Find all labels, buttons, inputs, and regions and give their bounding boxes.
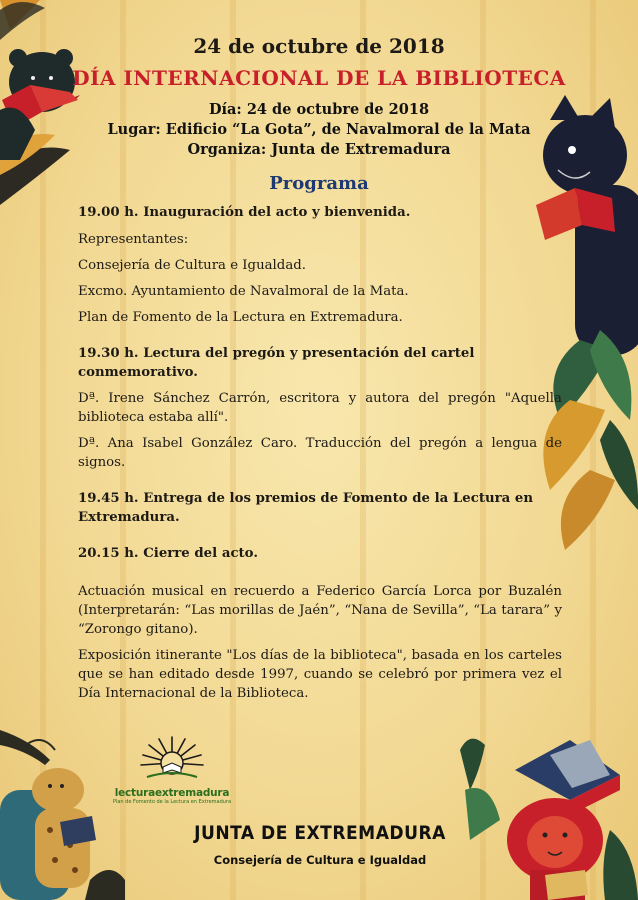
logo-subtitle: Plan de Fomento de la Lectura en Extremadura (112, 799, 232, 805)
lion-icon (460, 730, 638, 900)
programa-content (78, 203, 562, 703)
info-organiza: Organiza: Junta de Extremadura (187, 141, 451, 158)
programa-item-text: Dª. Ana Isabel González Caro. Traducción del pregón a lengua de signos. (78, 436, 562, 470)
junta-extremadura-logo: JUNTA DE EXTREMADURA (194, 822, 446, 844)
consejeria-label: Consejería de Cultura e Igualdad (213, 853, 427, 867)
programa-item-heading: 19.45 h. Entrega de los premios de Fomento de la Lectura en Extremadura. (78, 491, 534, 525)
event-info (0, 100, 638, 160)
representantes-label: Representantes: (78, 232, 189, 247)
sun-logo-icon (137, 733, 207, 783)
representante-item: Consejería de Cultura e Igualdad. (78, 258, 306, 273)
representante-item: Plan de Fomento de la Lectura en Extremadura. (78, 310, 403, 325)
actuacion-text: Actuación musical en recuerdo a Federico García Lorca por Buzalén (Interpretarán: “Las morillas de Jaén”, “Nana de Sevilla”, “La tarara” y “Zorongo gitano). (78, 584, 562, 637)
programa-item-heading: 20.15 h. Cierre del acto. (78, 546, 258, 561)
representante-item: Excmo. Ayuntamiento de Navalmoral de la Mata. (78, 284, 409, 299)
programa-item-text: Dª. Irene Sánchez Carrón, escritora y autora del pregón "Aquella biblioteca estaba allí". (78, 391, 562, 425)
programa-title: Programa (269, 173, 369, 194)
info-dia: Día: 24 de octubre de 2018 (208, 101, 430, 118)
event-main-title: DÍA INTERNACIONAL DE LA BIBLIOTECA (72, 66, 566, 90)
programa-item-heading: 19.30 h. Lectura del pregón y presentación del cartel conmemorativo. (78, 346, 475, 380)
exposicion-text: Exposición itinerante "Los días de la biblioteca", basada en los carteles que se han editado desde 1997, cuando se celebró por primera vez el Día Internacional de la Biblioteca. (78, 648, 562, 701)
lecturaextremadura-logo (112, 733, 232, 805)
event-date-title: 24 de octubre de 2018 (193, 34, 445, 58)
info-lugar: Lugar: Edificio “La Gota”, de Navalmoral de la Mata (107, 121, 531, 138)
logo-text: lecturaextremadura (114, 787, 230, 799)
leopard-icon (0, 730, 130, 900)
programa-item-heading: 19.00 h. Inauguración del acto y bienvenida. (78, 205, 411, 220)
